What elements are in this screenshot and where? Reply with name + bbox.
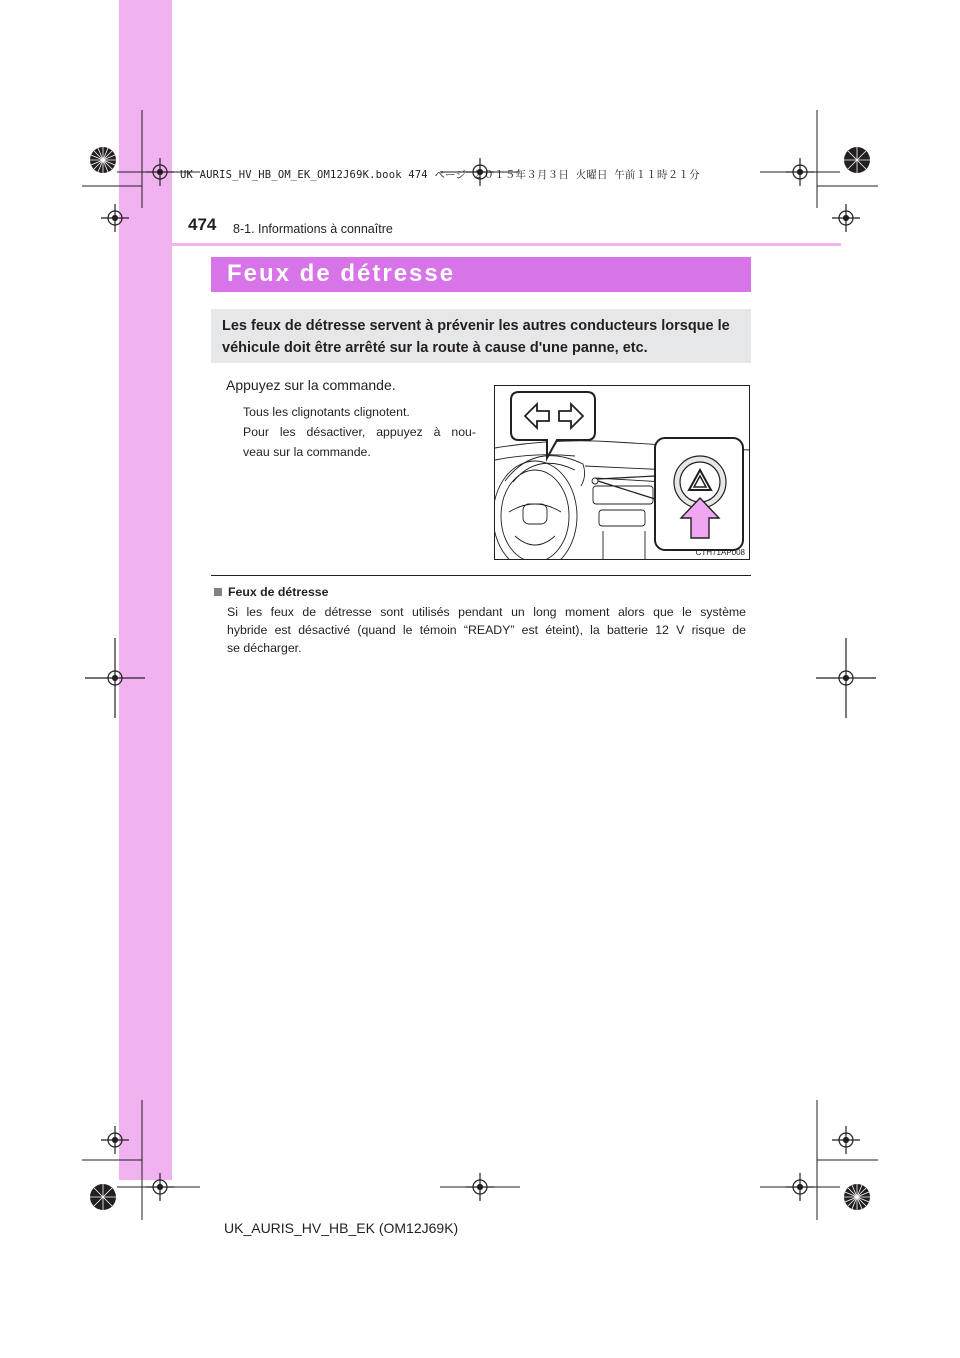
dashboard-drawing: [495, 386, 749, 559]
book-stamp: UK AURIS_HV_HB_OM_EK_OM12J69K.book 474 ページ ２０１５年３月３日 火曜日 午前１１時２１分: [180, 169, 700, 181]
note-body: [227, 603, 746, 657]
step-detail-line: veau sur la commande.: [243, 445, 371, 459]
note-line: se décharger.: [227, 641, 302, 655]
note-line: Si les feux de détresse sont utilisés pendant un long moment alors que le système: [227, 605, 746, 619]
hazard-switch-illustration: [494, 385, 750, 560]
note-line: hybride est désactivé (quand le témoin “READY” est éteint), la batterie 12 V risque de: [227, 623, 746, 637]
page-title: Feux de détresse: [227, 260, 456, 287]
note-heading: [214, 585, 328, 599]
section-divider: [211, 575, 751, 576]
step-detail-line: Pour les désactiver, appuyez à nou-: [243, 425, 476, 439]
step-details: [243, 402, 476, 462]
section-name: 8-1. Informations à connaître: [233, 222, 393, 236]
page-number: 474: [188, 215, 217, 234]
square-bullet-icon: [214, 588, 222, 596]
title-bar: [211, 257, 751, 292]
note-heading-text: Feux de détresse: [228, 585, 329, 599]
intro-text: Les feux de détresse servent à prévenir les autres conducteurs lorsque le véhicule doit être arrêté sur la route à cause d'une panne, etc.: [222, 318, 730, 356]
header-rule: [119, 243, 841, 246]
intro-box: [211, 309, 751, 363]
footer-code: UK_AURIS_HV_HB_EK (OM12J69K): [224, 1220, 459, 1236]
step-detail-line: Tous les clignotants clignotent.: [243, 405, 410, 419]
step-instruction: Appuyez sur la commande.: [226, 377, 396, 393]
figure-code: CTH71AP008: [695, 548, 745, 557]
